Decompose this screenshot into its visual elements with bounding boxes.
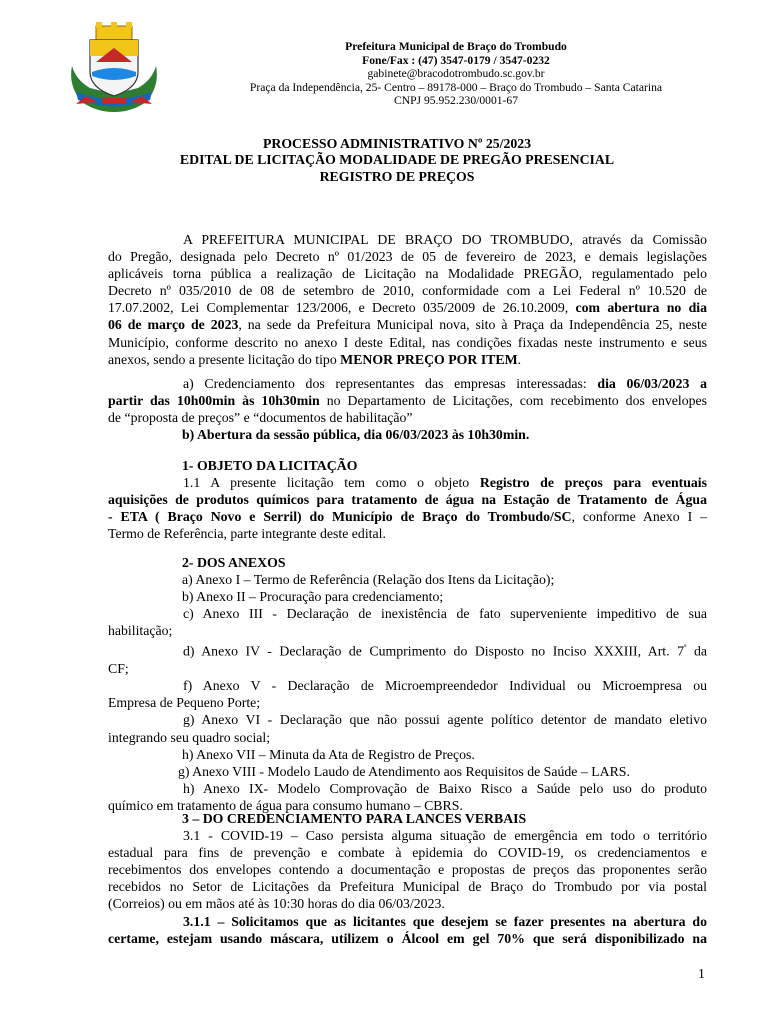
- credenciamento-line: partir das 10h00min às 10h30min no Departamento de Licitações, com recebimento dos envelopes: [108, 393, 707, 409]
- anexo-item: f) Anexo V - Declaração de Microempreendedor Individual ou Microempresa ou: [183, 678, 707, 694]
- intro-line: 17.07.2002, Lei Complementar 123/2006, e Decreto 035/2009 de 26.10.2009, com abertura no dia: [108, 300, 707, 316]
- intro-paragraph: [108, 231, 707, 368]
- anexo-item: c) Anexo III - Declaração de inexistência de fato superveniente impeditivo de sua: [183, 606, 707, 622]
- letterhead: [0, 40, 770, 108]
- credenciamento-lances-line: recebimentos dos envelopes contendo a documentação e propostas de preços das proponentes serão: [108, 862, 707, 878]
- anexo-item: h) Anexo VII – Minuta da Ata de Registro de Preços.: [182, 746, 475, 762]
- credenciamento-lances-line: 3.1 - COVID-19 – Caso persista alguma situação de emergência em todo o território: [183, 828, 707, 844]
- anexo-item: d) Anexo IV - Declaração de Cumprimento do Disposto no Inciso XXXIII, Art. $7^º$ da: [183, 643, 707, 660]
- intro-line: A PREFEITURA MUNICIPAL DE BRAÇO DO TROMBUDO, através da Comissão: [183, 232, 707, 247]
- letterhead-phone: Fone/Fax : (47) 3547-0179 / 3547-0232: [362, 53, 550, 67]
- registro-title: REGISTRO DE PREÇOS: [319, 168, 475, 184]
- objeto-line: - ETA ( Braço Novo e Serril) do Município de Braço do Trombudo/SC, conforme Anexo I –: [108, 509, 707, 525]
- intro-line: aplicáveis torna pública a realização de Licitação na Modalidade PREGÃO, regulamentado pelo: [108, 266, 707, 282]
- credenciamento-lances-line: recebidos no Setor de Licitações da Prefeitura Municipal de Braço do Trombudo por via postal: [108, 879, 707, 895]
- letterhead-name: Prefeitura Municipal de Braço do Trombudo: [345, 40, 567, 53]
- intro-line: do Pregão, designada pelo Decreto nº 01/2023 de 05 de fevereiro de 2023, e demais legislações: [108, 249, 707, 265]
- intro-line: anexos, sendo a presente licitação do tipo MENOR PREÇO POR ITEM.: [108, 351, 522, 367]
- section-heading: 3 – DO CREDENCIAMENTO PARA LANCES VERBAIS: [182, 811, 527, 826]
- objeto-line: aquisições de produtos químicos para tratamento de água na Estação de Tratamento de Água: [108, 492, 707, 508]
- process-title: PROCESSO ADMINISTRATIVO Nº 25/2023: [262, 136, 532, 151]
- anexo-item: Empresa de Pequeno Porte;: [108, 695, 261, 711]
- anexo-item: integrando seu quadro social;: [108, 729, 271, 745]
- section-heading: 2- DOS ANEXOS: [182, 555, 286, 570]
- anexo-item: químico em tratamento de água para consumo humano – CBRS.: [108, 797, 463, 813]
- objeto-line: Termo de Referência, parte integrante deste edital.: [108, 526, 386, 542]
- section-anexos: [108, 554, 707, 814]
- intro-line: Decreto nº 035/2010 de 08 de setembro de 2010, conformidade com a Lei Federal nº 10.520 de: [108, 283, 707, 299]
- objeto-line: 1.1 A presente licitação tem como o objeto Registro de preços para eventuais: [183, 475, 707, 491]
- section-heading: 1- OBJETO DA LICITAÇÃO: [182, 458, 358, 473]
- letterhead-email: gabinete@bracodotrombudo.sc.gov.br: [367, 67, 545, 80]
- section-objeto: [108, 457, 707, 542]
- credenciamento-lances-line: estadual para fins de prevenção e combate à epidemia do COVID-19, os credenciamentos e: [108, 845, 707, 861]
- credenciamento-line: de “proposta de preços” e “documentos de habilitação”: [108, 410, 413, 426]
- anexo-item: CF;: [108, 661, 129, 677]
- anexo-item: habilitação;: [108, 623, 173, 639]
- abertura-line: b) Abertura da sessão pública, dia 06/03/2023 às 10h30min.: [182, 427, 530, 443]
- intro-line: Município, conforme descrito no anexo I deste Edital, nas condições fixadas neste instrumento e seus: [108, 334, 707, 350]
- anexo-item: a) Anexo I – Termo de Referência (Relação dos Itens da Licitação);: [182, 572, 555, 588]
- section-credenciamento-lances: [108, 810, 707, 947]
- edital-title: EDITAL DE LICITAÇÃO MODALIDADE DE PREGÃO PRESENCIAL: [179, 152, 615, 168]
- anexo-item: h) Anexo IX- Modelo Comprovação de Baixo Risco a Saúde pelo uso do produto: [183, 780, 707, 796]
- page-number: 1: [698, 966, 705, 981]
- credenciamento-lances-line: certame, estejam usando máscara, utilizem o Álcool em gel 70% que será disponibilizado na: [108, 930, 707, 946]
- intro-line: 06 de março de 2023, na sede da Prefeitura Municipal nova, sito à Praça da Independência 25, neste: [108, 317, 707, 333]
- document-titles: [0, 136, 770, 185]
- credenciamento-lances-line: 3.1.1 – Solicitamos que as licitantes que desejem se fazer presentes na abertura do: [183, 913, 707, 929]
- anexo-item: b) Anexo II – Procuração para credenciamento;: [182, 589, 444, 605]
- anexo-item: g) Anexo VI - Declaração que não possui agente político detentor de mandato eletivo: [183, 712, 707, 728]
- letterhead-address: Praça da Independência, 25- Centro – 89178-000 – Braço do Trombudo – Santa Catarina: [249, 80, 663, 94]
- credenciamento-paragraph: [108, 375, 707, 443]
- credenciamento-line: a) Credenciamento dos representantes das empresas interessadas: dia 06/03/2023 a: [183, 376, 707, 391]
- anexo-item: g) Anexo VIII - Modelo Laudo de Atendimento aos Requisitos de Saúde – LARS.: [178, 763, 630, 779]
- credenciamento-lances-line: (Correios) ou em mãos até às 10:30 horas do dia 06/03/2023.: [108, 896, 445, 912]
- letterhead-cnpj: CNPJ 95.952.230/0001-67: [394, 94, 518, 107]
